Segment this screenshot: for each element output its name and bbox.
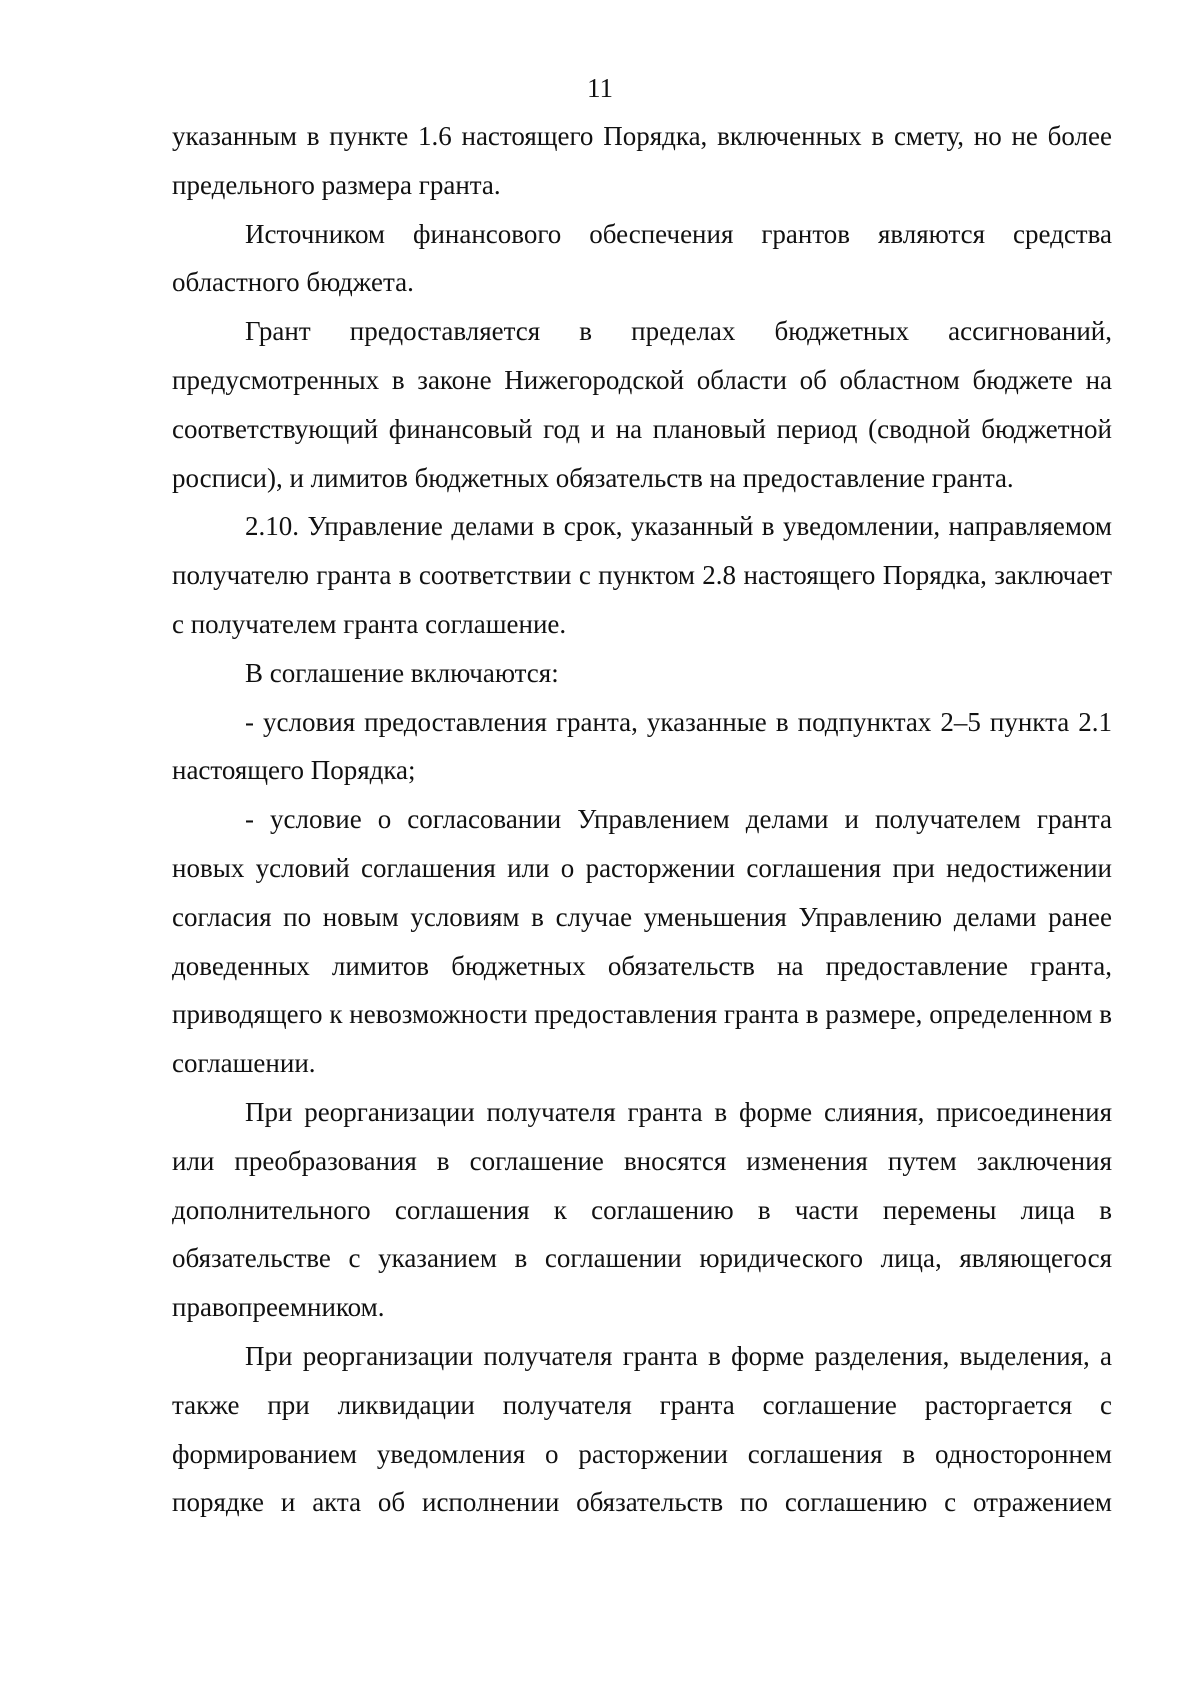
list-item-grant-conditions: - условия предоставления гранта, указанные в подпунктах 2–5 пункта 2.1 настоящего Порядка; — [172, 706, 1112, 786]
list-item-agreement-renegotiation: - условие о согласовании Управлением делами и получателем гранта новых условий соглашения или о расторжении соглашения при недостижении согласия по новым условиям в случае уменьшения Управлению делами ранее доведенных лимитов бюджетных обязательств на предоставление гранта, приводящего к невозможности предоставления гранта в размере, определенном в соглашении. — [172, 804, 1112, 1079]
paragraph-reorganization-division: При реорганизации получателя гранта в форме разделения, выделения, а также при ликвидации получателя гранта соглашение расторгается с формированием уведомления о расторжении соглашения в одностороннем порядке и акта об исполнении обязательств по соглашению с отражением — [172, 1340, 1112, 1518]
paragraph-continuation: указанным в пункте 1.6 настоящего Порядка, включенных в смету, но не более предельного размера гранта. — [172, 121, 1112, 200]
paragraph-reorganization-merger: При реорганизации получателя гранта в форме слияния, присоединения или преобразования в соглашение вносятся изменения путем заключения дополнительного соглашения к соглашению в части перемены лица в обязательстве с указанием в соглашении юридического лица, являющегося правопреемником. — [172, 1096, 1112, 1323]
paragraph-funding-source: Источником финансового обеспечения грантов являются средства областного бюджета. — [172, 218, 1112, 298]
paragraph-grant-limits: Грант предоставляется в пределах бюджетных ассигнований, предусмотренных в законе Нижегородской области об областном бюджете на соответствующий финансовый год и на плановый период (сводной бюджетной росписи), и лимитов бюджетных обязательств на предоставление гранта. — [172, 316, 1112, 493]
page-number: 11 — [587, 73, 613, 103]
document-body — [172, 112, 1112, 1527]
paragraph-agreement-includes: В соглашение включаются: — [245, 657, 559, 688]
paragraph-clause-2-10: 2.10. Управление делами в срок, указанный в уведомлении, направляемом получателю гранта в соответствии с пунктом 2.8 настоящего Порядка, заключает с получателем гранта соглашение. — [172, 511, 1112, 639]
